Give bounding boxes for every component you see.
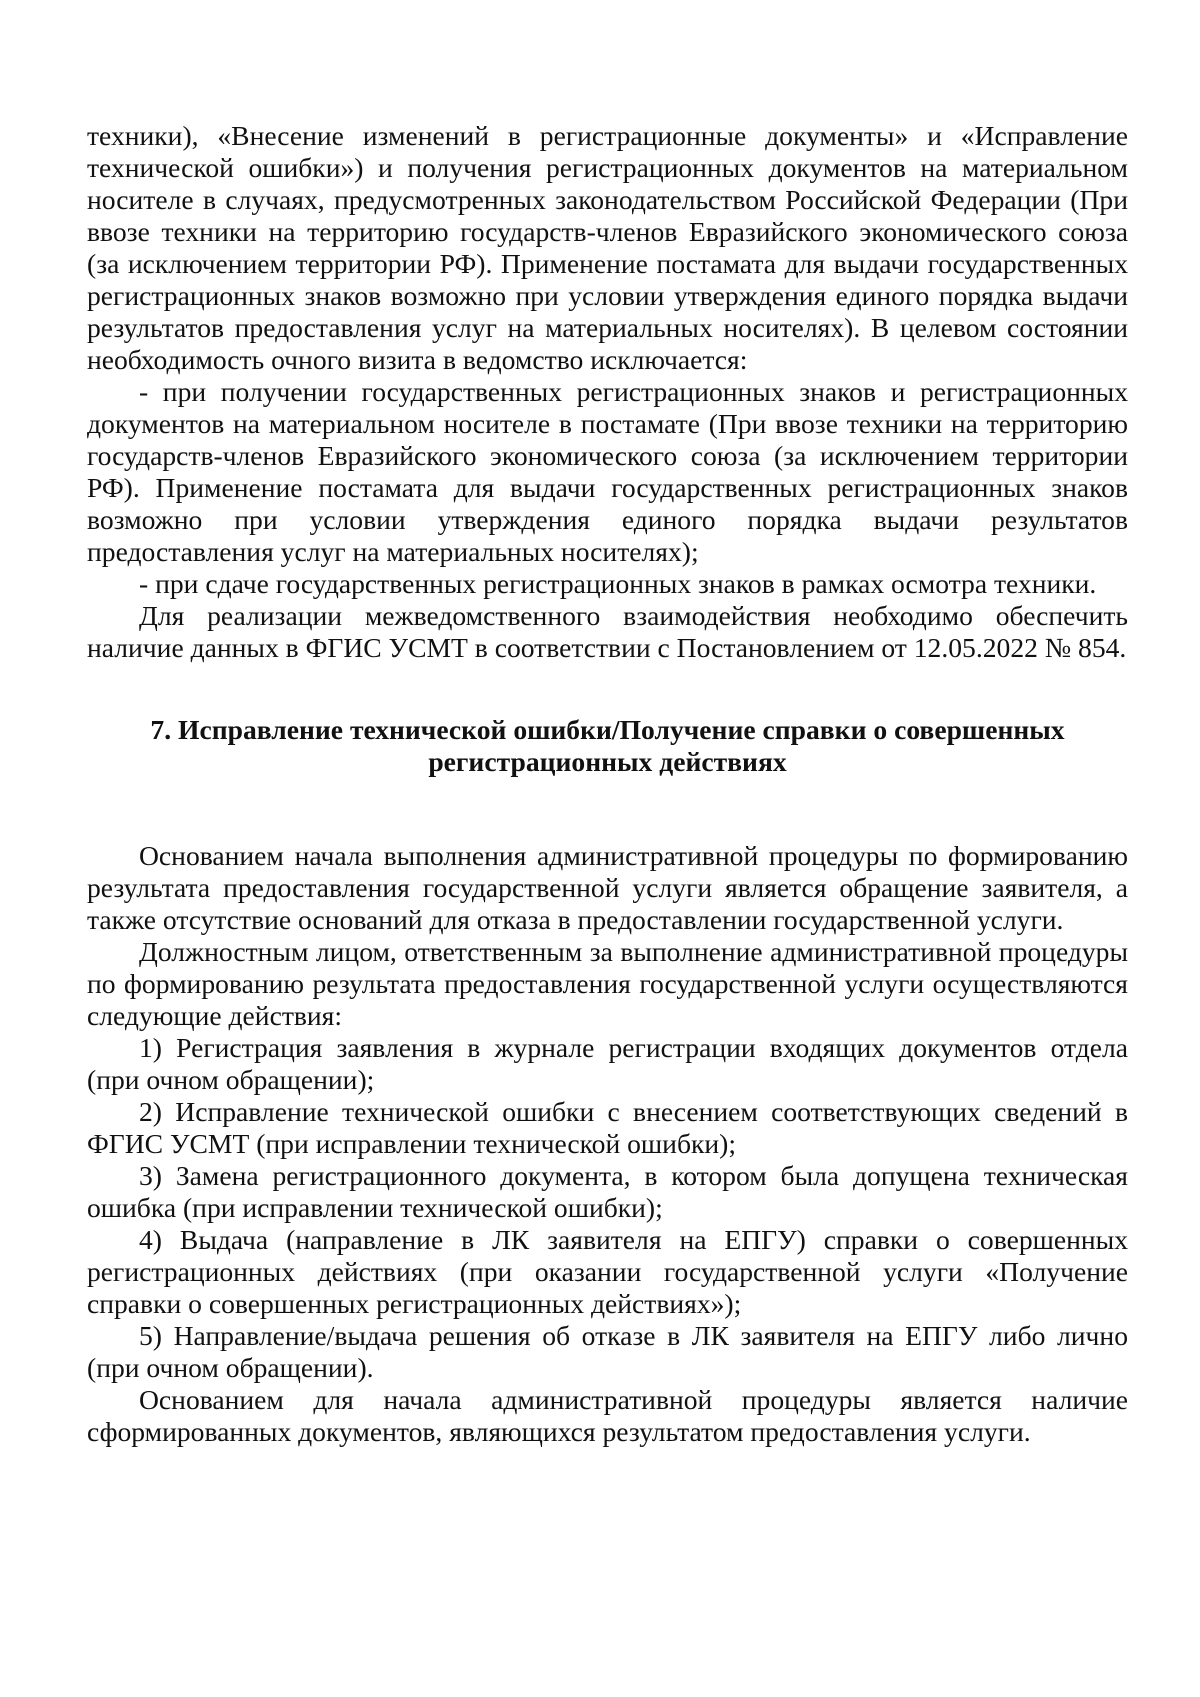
intro-paragraph: техники), «Внесение изменений в регистрационные документы» и «Исправление технической ошибки») и получения регистрационных документов на материальном носителе в случаях, предусмотренных законодательством Российской Федерации (При ввозе техники на территорию государств-членов Евразийского экономического союза (за исключением территории РФ). Применение постамата для выдачи государственных регистрационных знаков возможно при условии утверждения единого порядка выдачи результатов предоставления услуг на материальных носителях). В целевом состоянии необходимость очного визита в ведомство исключается: [87,120,1128,375]
section-heading-line: 7. Исправление технической ошибки/Получение справки о совершенных [150,714,1065,745]
action-item: 5) Направление/выдача решения об отказе в ЛК заявителя на ЕПГУ либо лично (при очном обращении). [87,1320,1128,1383]
action-item: 2) Исправление технической ошибки с внесением соответствующих сведений в ФГИС УСМТ (при исправлении технической ошибки); [87,1096,1128,1159]
action-item: 3) Замена регистрационного документа, в котором была допущена техническая ошибка (при исправлении технической ошибки); [87,1160,1128,1223]
official-paragraph: Должностным лицом, ответственным за выполнение административной процедуры по формированию результата предоставления государственной услуги осуществляются следующие действия: [87,936,1128,1031]
basis-paragraph: Основанием начала выполнения административной процедуры по формированию результата предоставления государственной услуги является обращение заявителя, а также отсутствие оснований для отказа в предоставлении государственной услуги. [87,840,1128,935]
section-heading [87,714,1128,778]
section-heading-line: регистрационных действиях [428,746,787,777]
interagency-paragraph: Для реализации межведомственного взаимодействия необходимо обеспечить наличие данных в ФГИС УСМТ в соответствии с Постановлением от 12.05.2022 № 854. [87,600,1128,663]
final-paragraph: Основанием для начала административной процедуры является наличие сформированных документов, являющихся результатом предоставления услуги. [87,1384,1128,1447]
bullet-item: - при получении государственных регистрационных знаков и регистрационных документов на материальном носителе в постамате (При ввозе техники на территорию государств-членов Евразийского экономического союза (за исключением территории РФ). Применение постамата для выдачи государственных регистрационных знаков возможно при условии утверждения единого порядка выдачи результатов предоставления услуг на материальных носителях); [87,376,1128,567]
action-item: 1) Регистрация заявления в журнале регистрации входящих документов отдела (при очном обращении); [87,1032,1128,1095]
bullet-item: - при сдаче государственных регистрационных знаков в рамках осмотра техники. [139,568,1097,599]
action-item: 4) Выдача (направление в ЛК заявителя на ЕПГУ) справки о совершенных регистрационных действиях (при оказании государственной услуги «Получение справки о совершенных регистрационных действиях»); [87,1224,1128,1319]
